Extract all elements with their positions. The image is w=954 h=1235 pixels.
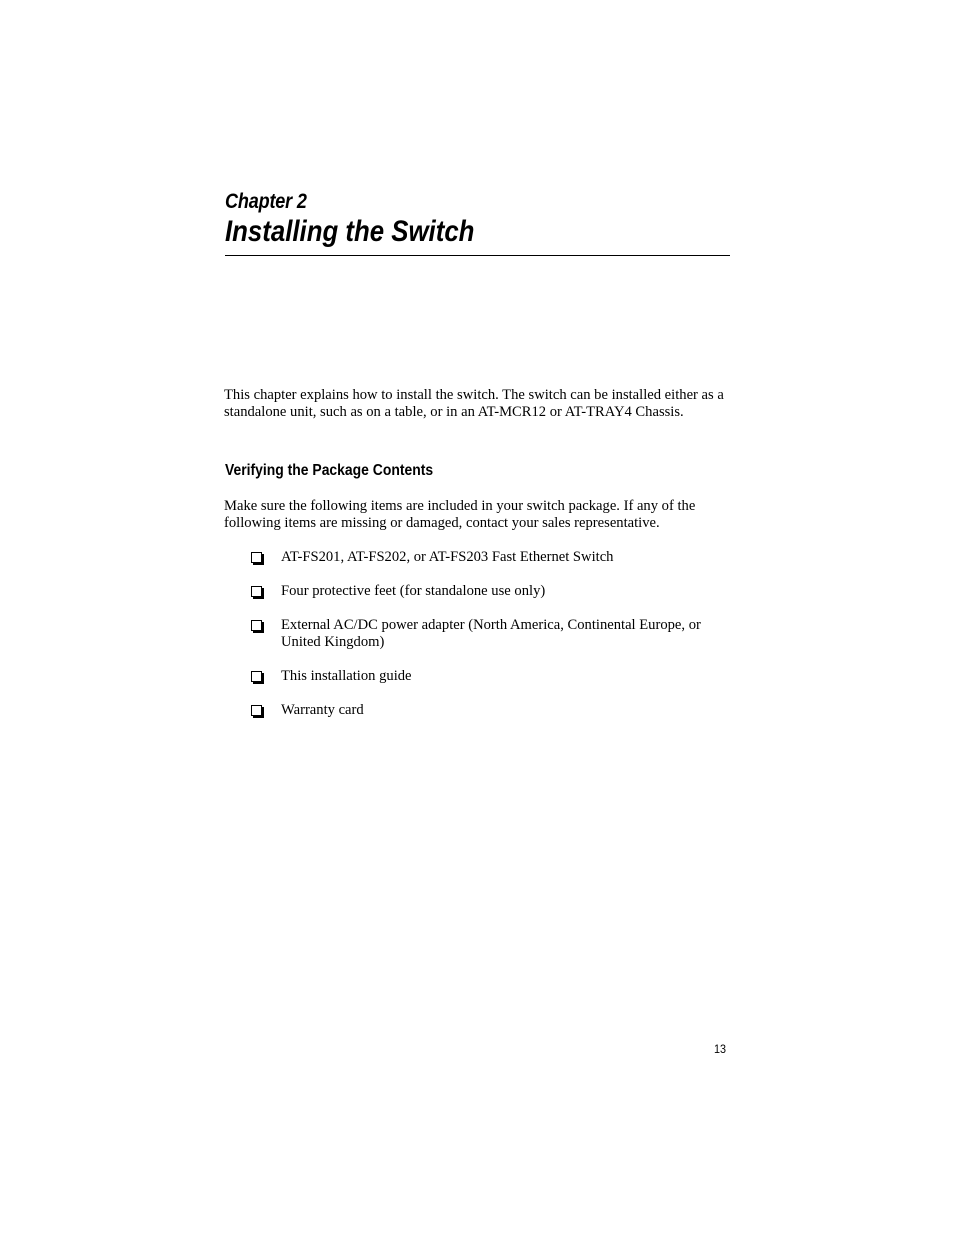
page-number: 13 [714,1042,727,1056]
chapter-label: Chapter 2 [225,190,307,213]
intro-paragraph: This chapter explains how to install the switch. The switch can be installed either as a standalone unit, such as on a table, or in an AT-MCR12 or AT-TRAY4 Chassis. [224,387,724,421]
checkbox-icon [251,671,262,682]
title-divider [225,255,730,256]
list-item [250,668,740,685]
package-contents-list [250,549,740,736]
chapter-title: Installing the Switch [225,215,475,248]
list-item-text: Four protective feet (for standalone use only) [281,583,546,599]
checkbox-icon [251,705,262,716]
list-item-text: This installation guide [281,668,412,685]
list-item-text: AT-FS201, AT-FS202, or AT-FS203 Fast Ethernet Switch [281,549,614,565]
list-item [250,549,740,566]
section-heading: Verifying the Package Contents [225,462,434,479]
list-item-text: Warranty card [281,702,364,719]
list-item [250,702,740,719]
list-item [250,583,740,600]
list-item [250,617,740,651]
list-item-text: External AC/DC power adapter (North America, Continental Europe, or United Kingdom) [281,617,701,651]
checkbox-icon [251,620,262,631]
checkbox-icon [251,586,262,597]
checkbox-icon [251,552,262,563]
section-paragraph: Make sure the following items are included in your switch package. If any of the following items are missing or damaged, contact your sales representative. [224,498,696,532]
